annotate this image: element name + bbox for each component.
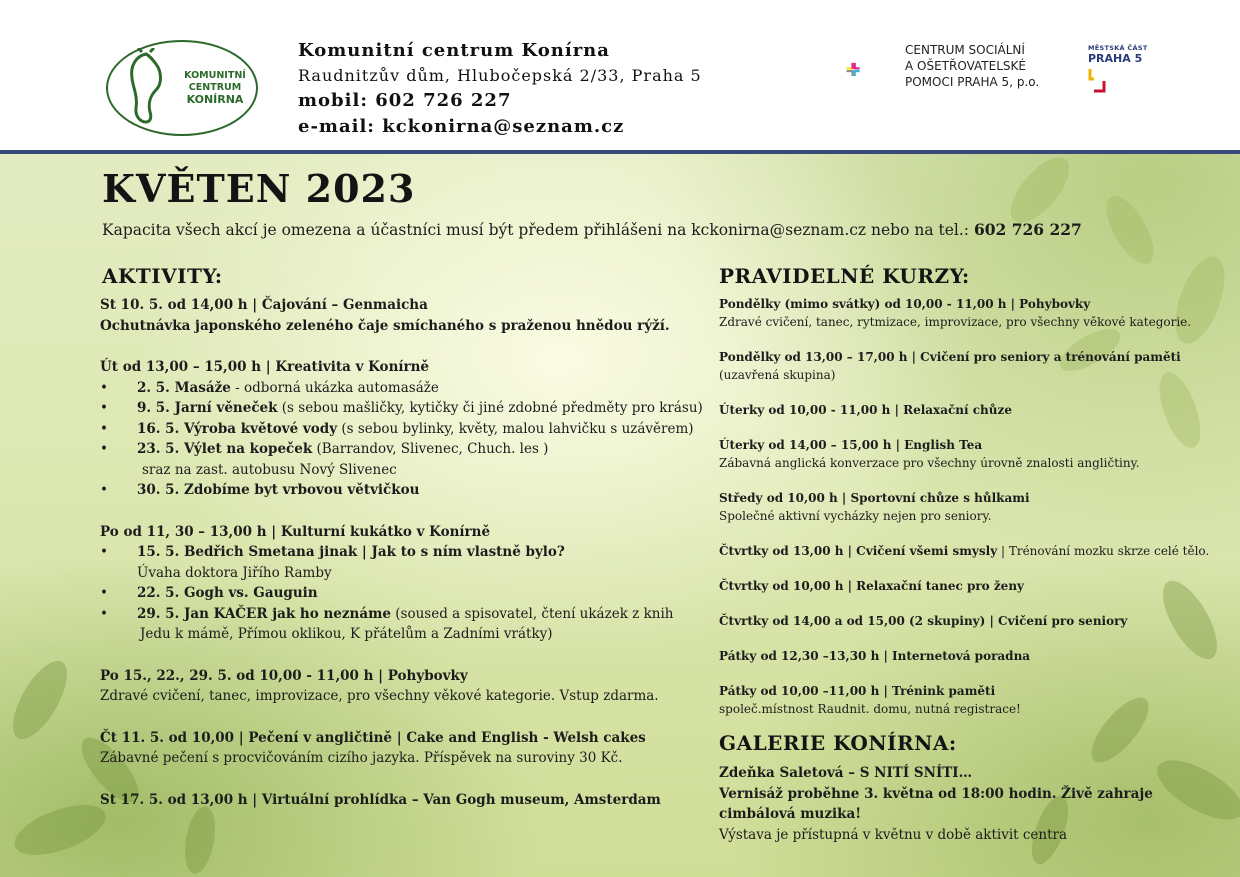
- item-continuation: sraz na zast. autobusu Nový Slivenec: [142, 461, 397, 478]
- center-address: Raudnitzův dům, Hlubočepská 2/33, Praha 5: [298, 66, 702, 85]
- list-item: [100, 439, 703, 460]
- aktivity-heading: AKTIVITY:: [102, 264, 223, 288]
- galerie-vernisage: Vernisáž proběhne 3. května od 18:00 hodin. Živě zahraje: [719, 785, 1153, 802]
- list-item: [100, 480, 703, 501]
- kurz-item: [719, 542, 1209, 560]
- kurz-desc: Zdravé cvičení, tanec, rytmizace, improvizace, pro všechny věkové kategorie.: [719, 315, 1192, 329]
- block4-head: Po 15., 22., 29. 5. od 10,00 - 11,00 h | Pohybovky: [100, 667, 468, 684]
- item-title: 9. 5. Jarní věneček: [137, 400, 278, 416]
- kurzy-list: [719, 295, 1209, 718]
- csop-cross-logo: [846, 42, 906, 98]
- csop-line-2: A OŠETŘOVATELSKÉ: [905, 59, 1026, 73]
- galerie-music: cimbálová muzika!: [719, 806, 862, 822]
- kurz-rest: | Trénování mozku skrze celé tělo.: [997, 544, 1210, 558]
- kurz-item: [719, 401, 1209, 419]
- block3-head: Po od 11, 30 – 13,00 h | Kulturní kukátko v Konírně: [100, 523, 491, 540]
- block1-head: St 10. 5. od 14,00 h | Čajování – Genmaicha: [100, 297, 428, 313]
- bullet: •: [100, 544, 108, 560]
- bullet: •: [100, 379, 108, 396]
- kurz-title: Pondělky od 13,00 – 17,00 h | Cvičení pro seniory a trénování paměti: [719, 350, 1181, 364]
- item-rest: (s sebou mašličky, kytičky či jiné zdobné předměty pro krásu): [277, 400, 703, 416]
- kurzy-heading: PRAVIDELNÉ KURZY:: [719, 264, 970, 288]
- item-rest: (soused a spisovatel, čtení ukázek z knih: [390, 605, 674, 622]
- block2-head: Út od 13,00 – 15,00 h | Kreativita v Konírně: [100, 359, 430, 375]
- kurz-title: Úterky od 10,00 - 11,00 h | Relaxační chůze: [719, 403, 1012, 417]
- block4-desc: Zdravé cvičení, tanec, improvizace, pro všechny věkové kategorie. Vstup zdarma.: [100, 688, 659, 704]
- item-title: 30. 5. Zdobíme byt vrbovou větvičkou: [137, 482, 420, 498]
- kurz-desc: společ.místnost Raudnit. domu, nutná registrace!: [719, 702, 1021, 716]
- item-title: 15. 5. Bedřich Smetana jinak | Jak to s ním vlastně bylo?: [137, 544, 565, 560]
- item-title: 23. 5. Výlet na kopeček: [137, 441, 313, 457]
- contact-block: [298, 40, 702, 142]
- praha5-logo: [1088, 44, 1168, 100]
- kurz-title: Čtvrtky od 10,00 h | Relaxační tanec pro ženy: [719, 579, 1025, 593]
- center-mobile: mobil: 602 726 227: [298, 90, 512, 111]
- csop-line-3: POMOCI PRAHA 5, p.o.: [905, 75, 1040, 89]
- bullet: •: [100, 400, 108, 416]
- bullet: •: [100, 605, 108, 622]
- item-title: 16. 5. Výroba květové vody: [137, 420, 338, 437]
- kurz-desc: (uzavřená skupina): [719, 368, 836, 382]
- intro-text: [102, 220, 1082, 239]
- block6-head: St 17. 5. od 13,00 h | Virtuální prohlídka – Van Gogh museum, Amsterdam: [100, 791, 661, 808]
- item-title: 2. 5. Masáže: [137, 379, 231, 396]
- intro-sentence: Kapacita všech akcí je omezena a účastníci musí být předem přihlášeni na kckonirna@seznam.cz nebo na tel.:: [102, 221, 974, 239]
- kurz-title: Pátky od 10,00 –11,00 h | Trénink paměti: [719, 684, 996, 698]
- list-item: [100, 419, 703, 440]
- csop-line-1: CENTRUM SOCIÁLNÍ: [905, 43, 1025, 57]
- kurz-desc: Společné aktivní vycházky nejen pro seniory.: [719, 509, 992, 523]
- kurz-item: [719, 348, 1209, 366]
- center-name: Komunitní centrum Konírna: [298, 40, 610, 61]
- header-rule: [0, 150, 1240, 154]
- item-rest: (Barrandov, Slivenec, Chuch. les ): [312, 441, 549, 457]
- praha5-emblem-icon: [1088, 67, 1108, 97]
- item-title: 29. 5. Jan KAČER jak ho neznáme: [137, 605, 391, 622]
- bullet: •: [100, 420, 108, 437]
- horse-head-icon: [116, 48, 176, 128]
- logo-line-3: KONÍRNA: [186, 93, 244, 106]
- kurz-item: [719, 682, 1209, 700]
- galerie-heading: GALERIE KONÍRNA:: [719, 731, 957, 755]
- list-item: [100, 378, 703, 399]
- item-rest: (s sebou bylinky, květy, malou lahvičku s uzávěrem): [337, 420, 694, 437]
- bullet: •: [100, 482, 108, 498]
- item-title: 22. 5. Gogh vs. Gauguin: [137, 585, 318, 601]
- item-continuation: Úvaha doktora Jiřího Ramby: [137, 564, 332, 581]
- galerie-exhibition: Zdeňka Saletová – S NITÍ SNÍTI…: [719, 765, 973, 781]
- center-email: e-mail: kckonirna@seznam.cz: [298, 116, 625, 137]
- list-item: [100, 604, 703, 625]
- kurz-title: Pátky od 12,30 –13,30 h | Internetová poradna: [719, 649, 1031, 663]
- list-item: [100, 542, 703, 563]
- list-item: [100, 583, 703, 604]
- kurz-title: Čtvrtky od 14,00 a od 15,00 (2 skupiny) | Cvičení pro seniory: [719, 614, 1128, 628]
- csop-text: [905, 42, 1039, 90]
- kurz-item: [719, 577, 1209, 595]
- logo-text: [172, 70, 258, 106]
- intro-phone: 602 726 227: [973, 220, 1082, 239]
- logo-line-2: CENTRUM: [188, 82, 242, 93]
- kurz-title: Úterky od 14,00 – 15,00 h | English Tea: [719, 438, 983, 452]
- kurz-title: Pondělky (mimo svátky) od 10,00 - 11,00 h | Pohybovky: [719, 297, 1091, 311]
- logo-line-1: KOMUNITNÍ: [184, 70, 246, 81]
- kurz-item: [719, 489, 1209, 507]
- kurz-item: [719, 295, 1209, 313]
- list-item: [100, 398, 703, 419]
- aktivity-list: [100, 295, 703, 810]
- block5-desc: Zábavné pečení s procvičováním cizího jazyka. Příspěvek na suroviny 30 Kč.: [100, 750, 623, 766]
- mc-line-2: PRAHA 5: [1088, 52, 1143, 65]
- page-title: KVĚTEN 2023: [102, 166, 416, 211]
- galerie-block: [719, 763, 1153, 845]
- block1-desc: Ochutnávka japonského zeleného čaje smíchaného s praženou hnědou rýží.: [100, 317, 670, 334]
- bullet: •: [100, 585, 108, 601]
- item-rest: - odborná ukázka automasáže: [230, 379, 439, 396]
- kurz-item: [719, 436, 1209, 454]
- block5-head: Čt 11. 5. od 10,00 | Pečení v angličtině | Cake and English - Welsh cakes: [100, 729, 646, 746]
- kurz-desc: Zábavná anglická konverzace pro všechny úrovně znalosti angličtiny.: [719, 456, 1140, 470]
- kurz-title: Čtvrtky od 13,00 h | Cvičení všemi smysly: [719, 544, 998, 558]
- bullet: •: [100, 441, 108, 457]
- galerie-access: Výstava je přístupná v květnu v době aktivit centra: [719, 826, 1068, 843]
- item-continuation: Jedu k mámě, Přímou oklikou, K přátelům a Zadními vrátky): [140, 626, 553, 642]
- kurz-title: Středy od 10,00 h | Sportovní chůze s hůlkami: [719, 491, 1030, 505]
- mc-line-1: MĚSTSKÁ ČÁST: [1088, 44, 1148, 52]
- kurz-item: [719, 612, 1209, 630]
- kurz-item: [719, 647, 1209, 665]
